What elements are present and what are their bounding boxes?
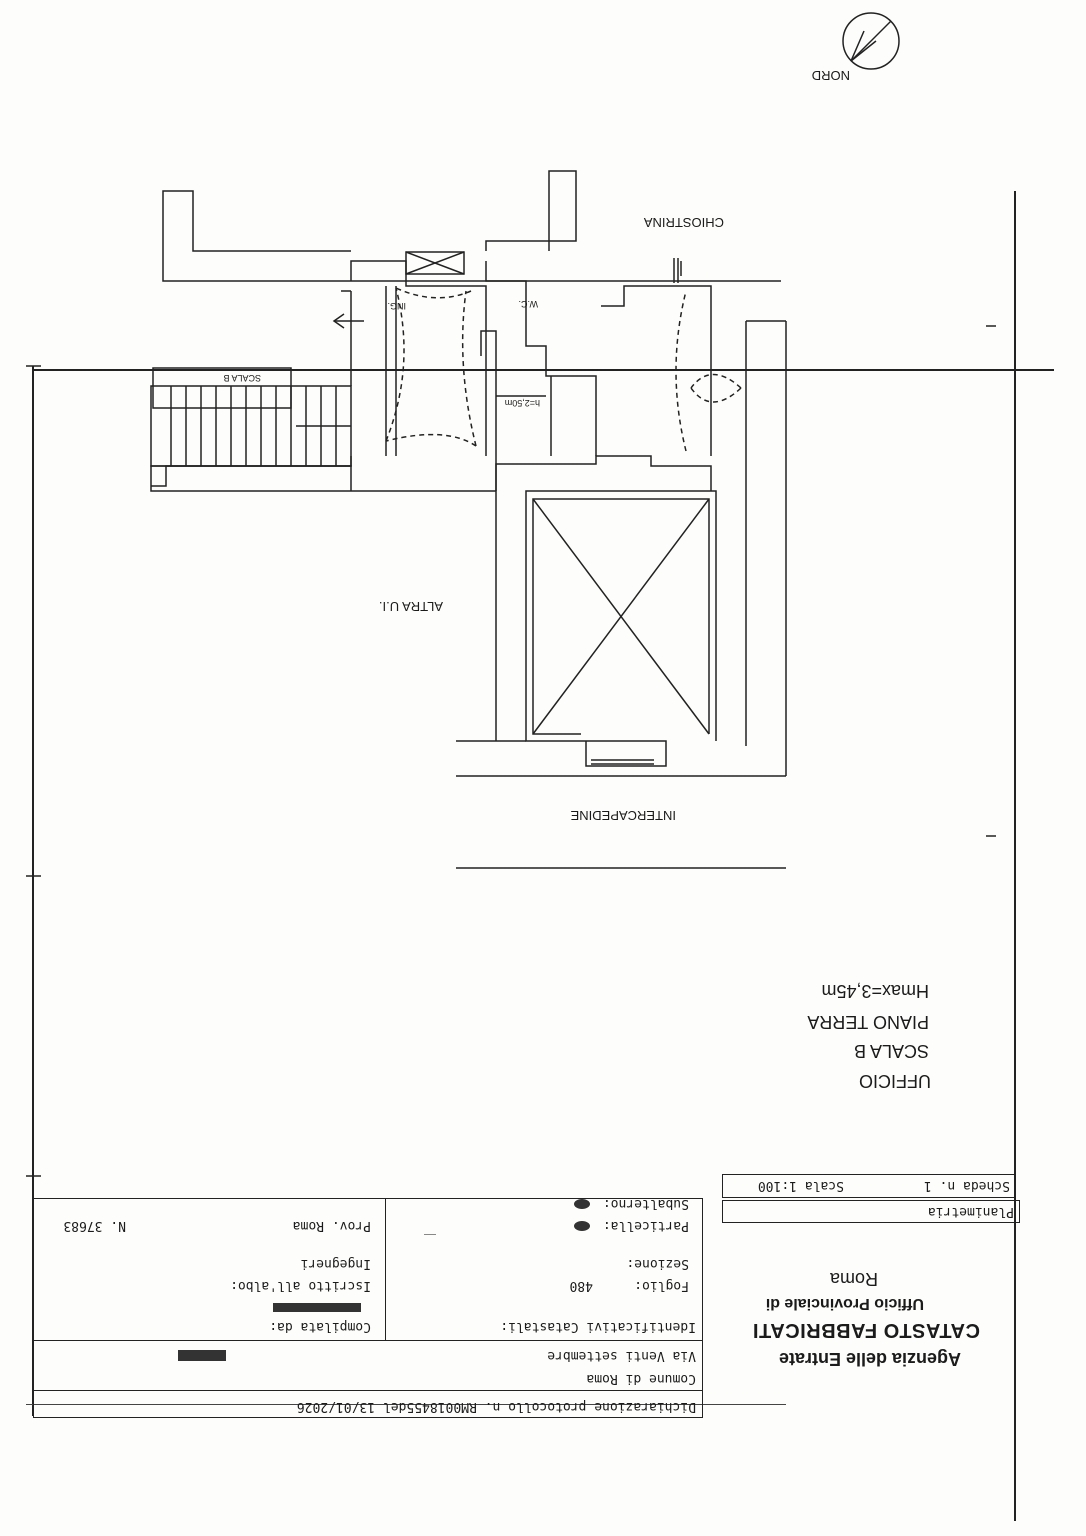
altra-ui-label: ALTRA U.I. <box>378 599 443 614</box>
agency-line1: Agenzia delle Entrate <box>778 1349 961 1369</box>
unit-line4: Hmax=3,45m <box>821 981 929 1001</box>
comune-text: Comune di Roma <box>586 1371 696 1386</box>
particella-label: Particella: <box>602 1218 689 1233</box>
agency-line3: Ufficio Provinciale di <box>765 1295 924 1312</box>
agency-line4: Roma <box>829 1269 878 1289</box>
scala-b-label: SCALA B <box>223 373 261 383</box>
ing-label: ING. <box>387 301 406 311</box>
intercapedine-label: INTERCAPEDINE <box>570 808 676 823</box>
identificativi-label: Identificativi Catastali: <box>500 1319 696 1334</box>
numero-value: N. 37683 <box>63 1218 126 1233</box>
compilata-label: Compilata da: <box>269 1319 371 1334</box>
iscritto-label: Iscritto all'albo: <box>230 1278 371 1293</box>
foglio-label: Foglio: <box>634 1278 689 1293</box>
foglio-value: 480 <box>569 1278 593 1293</box>
sezione-label: Sezione: <box>626 1256 689 1271</box>
planimetria-label: Planimetria <box>927 1204 1014 1219</box>
agency-line2: CATASTO FABBRICATI <box>752 1319 980 1341</box>
scala-label: Scala 1:100 <box>757 1178 844 1193</box>
declaration-text: Dichiarazione protocollo n. RM0018455del 13/01/2026 <box>296 1399 696 1414</box>
unit-line2: SCALA B <box>853 1041 929 1061</box>
unit-line3: PIANO TERRA <box>807 1012 929 1032</box>
subalterno-label: Subalterno: <box>602 1196 689 1211</box>
nord-label: NORD <box>811 68 850 83</box>
unit-line1: UFFICIO <box>859 1071 931 1091</box>
wc-label: W.C. <box>518 299 538 309</box>
chiostrina-label: CHIOSTRINA <box>643 215 724 230</box>
prov-value: Prov. Roma <box>292 1218 371 1233</box>
address-text: Via Venti settembre <box>547 1348 696 1363</box>
h-wc-label: h=2,50m <box>504 398 540 408</box>
scheda-label: Scheda n. 1 <box>923 1178 1010 1193</box>
albo-value: Ingegneri <box>300 1256 371 1271</box>
